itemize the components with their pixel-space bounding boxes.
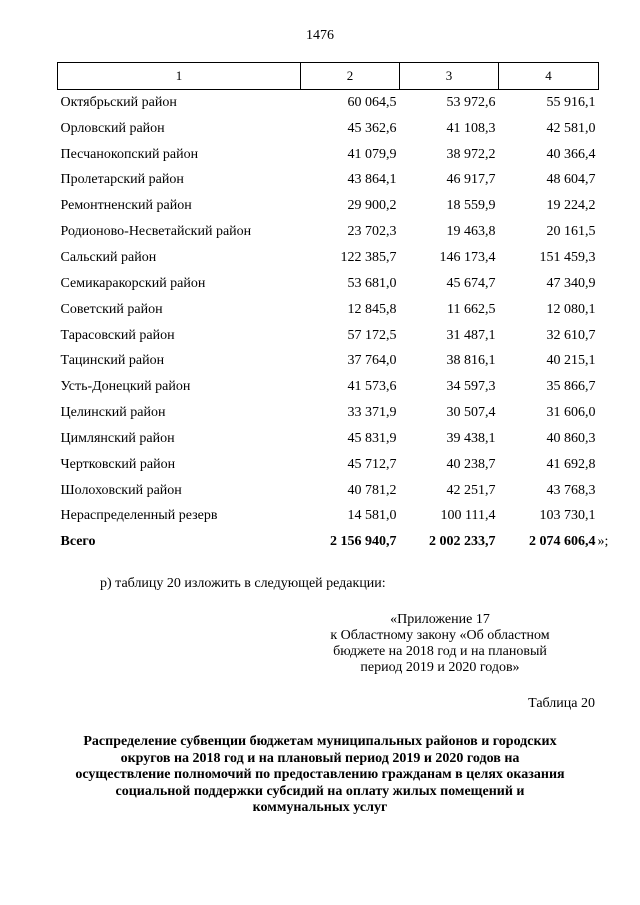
total-row	[58, 529, 599, 555]
amount-2019: 42 251,7	[446, 482, 496, 498]
amount-2018: 33 371,9	[347, 405, 397, 421]
district-name: Сальский район	[60, 249, 157, 265]
budget-table	[57, 62, 609, 555]
title-line: осуществление полномочий по предоставлению гражданам в целях оказания	[75, 767, 565, 782]
district-name: Шолоховский район	[60, 482, 182, 498]
table-row	[58, 348, 599, 374]
amount-2020: 12 080,1	[546, 301, 596, 317]
document-title	[40, 734, 600, 817]
amount-2018: 41 573,6	[347, 379, 397, 395]
amount-2018: 23 702,3	[347, 224, 397, 240]
amount-2020: 20 161,5	[546, 224, 596, 240]
total-2019: 2 002 233,7	[429, 534, 496, 550]
district-name: Родионово-Несветайский район	[60, 224, 252, 240]
appendix-reference	[300, 612, 580, 676]
amount-2020: 31 606,0	[546, 405, 596, 421]
table-row	[58, 400, 599, 426]
amount-2019: 31 487,1	[446, 327, 496, 343]
amount-2018: 53 681,0	[347, 275, 397, 291]
amount-2020: 40 860,3	[546, 430, 596, 446]
table-row	[58, 504, 599, 530]
district-name: Чертковский район	[60, 456, 176, 472]
amount-2019: 146 173,4	[439, 249, 496, 265]
table-row	[58, 142, 599, 168]
table-row	[58, 90, 599, 116]
total-2020: 2 074 606,4	[529, 534, 596, 550]
table-row	[58, 193, 599, 219]
amount-2019: 38 972,2	[446, 146, 496, 162]
amount-2018: 57 172,5	[347, 327, 397, 343]
column-header-3: 3	[400, 63, 499, 90]
title-line: округов на 2018 год и на плановый период 2019 и 2020 годов на	[120, 750, 520, 766]
district-name: Тацинский район	[60, 353, 165, 369]
amount-2018: 29 900,2	[347, 198, 397, 214]
table-row	[58, 168, 599, 194]
amount-2020: 40 366,4	[546, 146, 596, 162]
amount-2019: 40 238,7	[446, 456, 496, 472]
amount-2020: 32 610,7	[546, 327, 596, 343]
amount-2020: 42 581,0	[546, 120, 596, 136]
amount-2019: 18 559,9	[446, 198, 496, 214]
appendix-line: к Областному закону «Об областном	[330, 628, 550, 643]
table-row	[58, 116, 599, 142]
column-header-4: 4	[499, 63, 599, 90]
amount-2018: 60 064,5	[347, 94, 397, 110]
amount-2018: 41 079,9	[347, 146, 397, 162]
district-name: Целинский район	[60, 405, 166, 421]
instruction-text: р) таблицу 20 изложить в следующей редакции:	[100, 576, 386, 591]
district-name: Орловский район	[60, 120, 165, 136]
amount-2018: 122 385,7	[340, 249, 397, 265]
amount-2018: 45 362,6	[347, 120, 397, 136]
amount-2018: 40 781,2	[347, 482, 397, 498]
amount-2020: 40 215,1	[546, 353, 596, 369]
closing-quote: »;	[597, 534, 609, 550]
amount-2019: 11 662,5	[447, 301, 496, 317]
amount-2020: 103 730,1	[539, 508, 596, 524]
amount-2018: 14 581,0	[347, 508, 397, 524]
appendix-line: «Приложение 17	[390, 612, 490, 627]
amount-2019: 19 463,8	[446, 224, 496, 240]
appendix-line: бюджете на 2018 год и на плановый	[333, 644, 547, 659]
district-name: Нераспределенный резерв	[60, 508, 218, 524]
table-row	[58, 271, 599, 297]
amount-2020: 19 224,2	[546, 198, 596, 214]
table-row	[58, 297, 599, 323]
district-name: Усть-Донецкий район	[60, 379, 191, 395]
amount-2018: 12 845,8	[347, 301, 397, 317]
table-row	[58, 452, 599, 478]
amount-2019: 53 972,6	[446, 94, 496, 110]
amount-2020: 55 916,1	[546, 94, 596, 110]
table-row	[58, 374, 599, 400]
district-name: Семикаракорский район	[60, 275, 206, 291]
title-line: Распределение субвенции бюджетам муниципальных районов и городских	[83, 734, 557, 749]
amount-2020: 48 604,7	[546, 172, 596, 188]
amount-2018: 45 712,7	[347, 456, 397, 472]
table-header-row	[58, 63, 599, 90]
table-row	[58, 219, 599, 245]
amount-2019: 100 111,4	[440, 508, 496, 524]
amount-2019: 30 507,4	[446, 405, 496, 421]
amount-2019: 45 674,7	[446, 275, 496, 291]
column-header-2: 2	[301, 63, 400, 90]
amount-2018: 37 764,0	[347, 353, 397, 369]
amount-2019: 41 108,3	[446, 120, 496, 136]
column-header-1: 1	[58, 63, 301, 90]
amount-2019: 46 917,7	[446, 172, 496, 188]
district-name: Тарасовский район	[60, 327, 175, 343]
title-line: коммунальных услуг	[252, 800, 388, 815]
district-name: Советский район	[60, 301, 163, 317]
amount-2020: 43 768,3	[546, 482, 596, 498]
appendix-line: период 2019 и 2020 годов»	[360, 660, 520, 675]
district-name: Цимлянский район	[60, 430, 175, 446]
table-body	[58, 90, 609, 556]
amount-2018: 43 864,1	[347, 172, 397, 188]
amount-2019: 39 438,1	[446, 430, 496, 446]
district-name: Ремонтненский район	[60, 198, 192, 214]
table-row	[58, 478, 599, 504]
title-line: социальной поддержки субсидий на оплату жилых помещений и	[115, 783, 525, 799]
amount-2018: 45 831,9	[347, 430, 397, 446]
table-row	[58, 426, 599, 452]
district-name: Песчанокопский район	[60, 146, 199, 162]
table-label: Таблица 20	[528, 696, 595, 711]
district-name: Октябрьский район	[60, 94, 177, 110]
amount-2020: 41 692,8	[546, 456, 596, 472]
total-label: Всего	[60, 534, 96, 550]
amount-2020: 47 340,9	[546, 275, 596, 291]
amount-2019: 38 816,1	[446, 353, 496, 369]
page-number: 1476	[306, 28, 334, 43]
table-row	[58, 323, 599, 349]
amount-2019: 34 597,3	[446, 379, 496, 395]
district-name: Пролетарский район	[60, 172, 184, 188]
total-2018: 2 156 940,7	[330, 534, 397, 550]
table-row	[58, 245, 599, 271]
amount-2020: 35 866,7	[546, 379, 596, 395]
amount-2020: 151 459,3	[539, 249, 596, 265]
total-2020-cell	[499, 529, 609, 555]
